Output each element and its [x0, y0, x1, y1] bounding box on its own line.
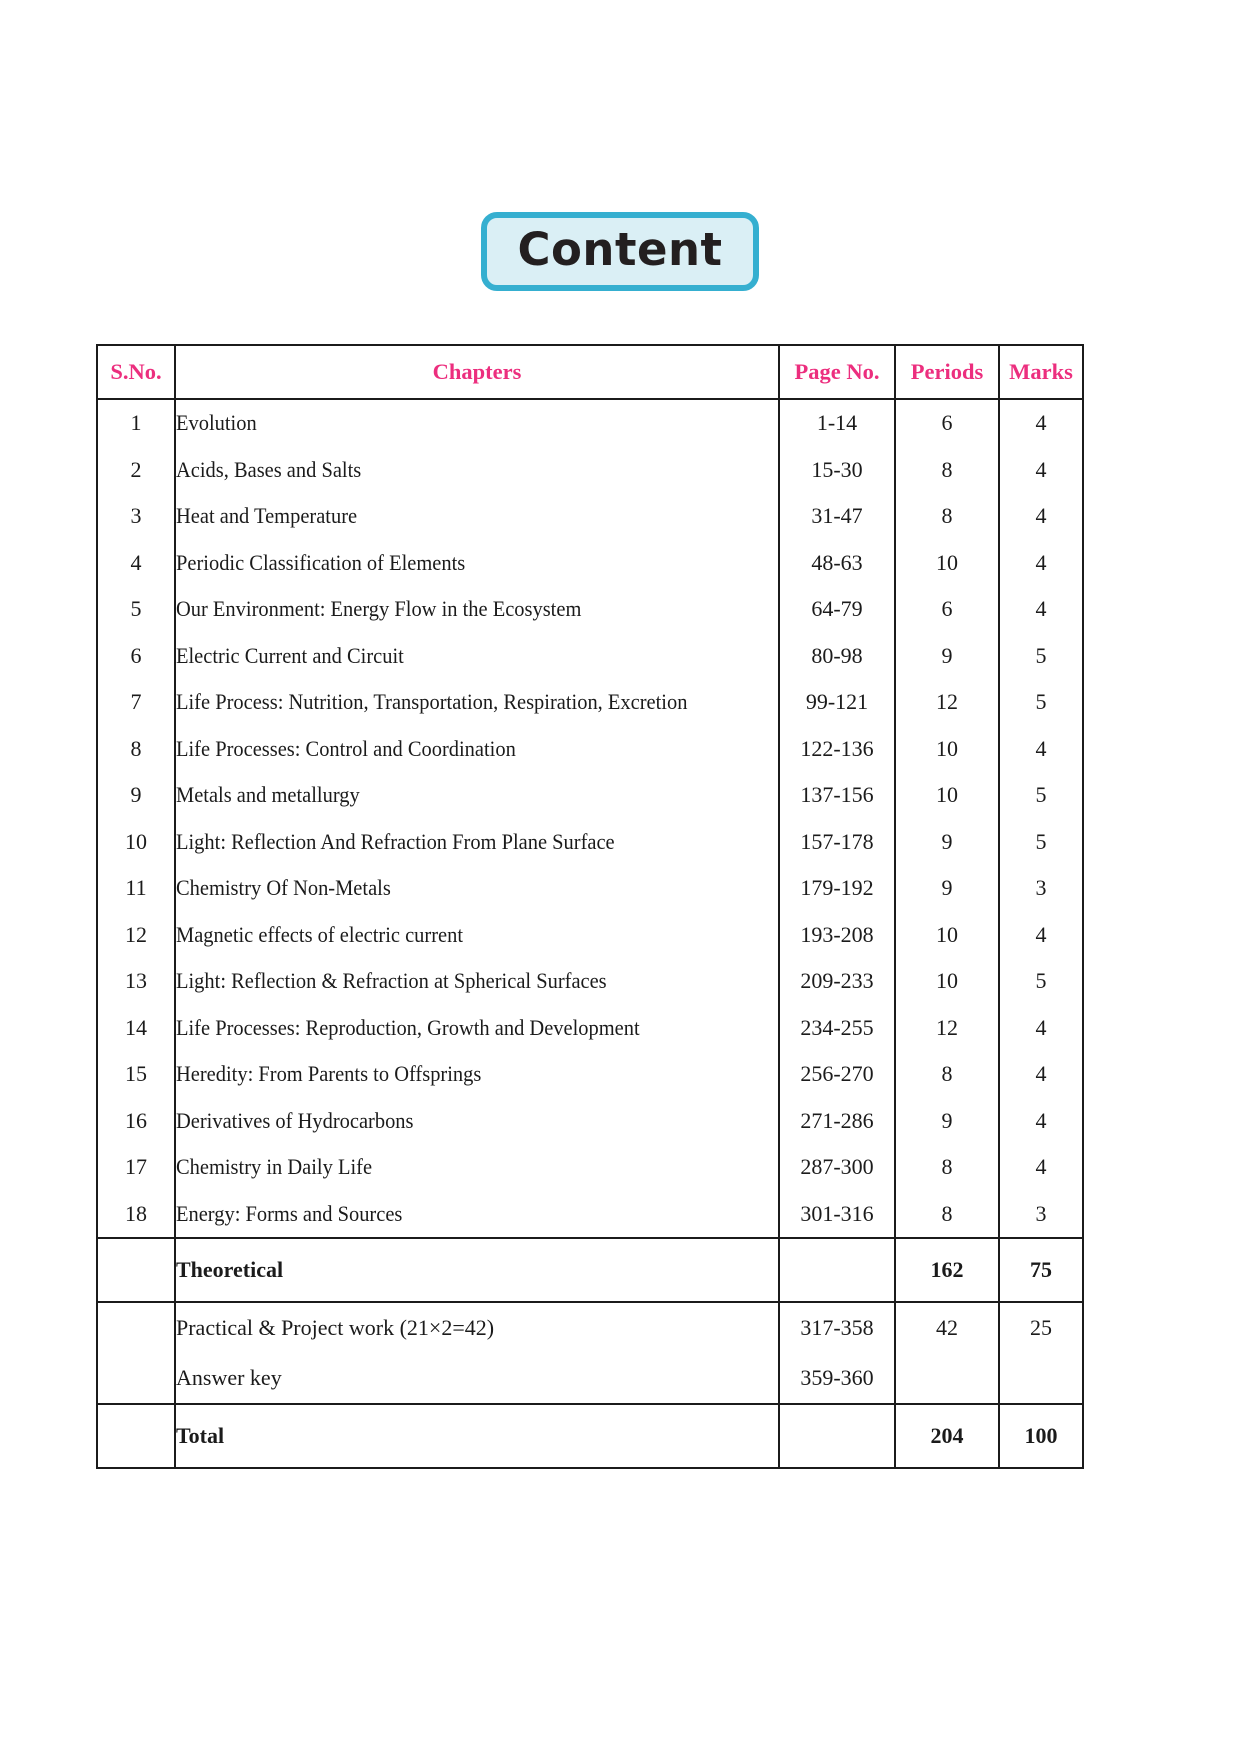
answer-key-periods — [895, 1353, 999, 1404]
row-chapter-title-text: Heredity: From Parents to Offsprings — [176, 1061, 482, 1087]
row-chapter-title-text: Evolution — [176, 410, 257, 436]
row-page-range: 209-233 — [779, 958, 895, 1005]
table-header — [97, 345, 1083, 399]
practical-sno — [97, 1302, 175, 1353]
table-row — [97, 865, 1083, 912]
row-serial-number: 15 — [97, 1051, 175, 1098]
row-chapter-title — [175, 447, 779, 494]
row-periods: 6 — [895, 399, 999, 447]
row-serial-number: 2 — [97, 447, 175, 494]
table-row — [97, 1191, 1083, 1239]
row-periods: 8 — [895, 493, 999, 540]
row-page-range: 179-192 — [779, 865, 895, 912]
row-page-range: 15-30 — [779, 447, 895, 494]
total-periods: 204 — [895, 1404, 999, 1468]
row-chapter-title — [175, 1144, 779, 1191]
row-chapter-title-text: Derivatives of Hydrocarbons — [176, 1107, 414, 1133]
row-chapter-title — [175, 679, 779, 726]
total-sno — [97, 1404, 175, 1468]
row-chapter-title — [175, 540, 779, 587]
row-periods: 10 — [895, 772, 999, 819]
row-marks: 3 — [999, 865, 1083, 912]
row-page-range: 157-178 — [779, 819, 895, 866]
total-label: Total — [175, 1404, 779, 1468]
table-row — [97, 399, 1083, 447]
row-serial-number: 18 — [97, 1191, 175, 1239]
row-periods: 12 — [895, 1005, 999, 1052]
row-serial-number: 12 — [97, 912, 175, 959]
row-marks: 5 — [999, 772, 1083, 819]
row-marks: 4 — [999, 447, 1083, 494]
table-row — [97, 958, 1083, 1005]
theoretical-page — [779, 1238, 895, 1302]
table-row — [97, 772, 1083, 819]
row-chapter-title-text: Chemistry in Daily Life — [176, 1154, 373, 1180]
table-row — [97, 1005, 1083, 1052]
row-marks: 4 — [999, 540, 1083, 587]
column-header-sno: S.No. — [97, 345, 175, 399]
row-chapter-title — [175, 586, 779, 633]
row-chapter-title — [175, 1051, 779, 1098]
practical-periods: 42 — [895, 1302, 999, 1353]
row-page-range: 64-79 — [779, 586, 895, 633]
row-serial-number: 5 — [97, 586, 175, 633]
row-page-range: 256-270 — [779, 1051, 895, 1098]
row-page-range: 122-136 — [779, 726, 895, 773]
theoretical-marks: 75 — [999, 1238, 1083, 1302]
practical-marks: 25 — [999, 1302, 1083, 1353]
row-marks: 5 — [999, 633, 1083, 680]
row-marks: 4 — [999, 1005, 1083, 1052]
row-serial-number: 8 — [97, 726, 175, 773]
row-marks: 4 — [999, 586, 1083, 633]
row-page-range: 31-47 — [779, 493, 895, 540]
row-marks: 4 — [999, 1051, 1083, 1098]
row-marks: 4 — [999, 726, 1083, 773]
row-chapter-title — [175, 633, 779, 680]
total-page — [779, 1404, 895, 1468]
row-periods: 10 — [895, 912, 999, 959]
table-row — [97, 1144, 1083, 1191]
row-chapter-title — [175, 819, 779, 866]
table-row-answer-key — [97, 1353, 1083, 1404]
row-chapter-title-text: Chemistry Of Non-Metals — [176, 875, 391, 901]
row-marks: 4 — [999, 493, 1083, 540]
row-periods: 10 — [895, 540, 999, 587]
row-chapter-title-text: Electric Current and Circuit — [176, 642, 404, 668]
table-row-practical — [97, 1302, 1083, 1353]
row-serial-number: 3 — [97, 493, 175, 540]
row-periods: 9 — [895, 1098, 999, 1145]
row-periods: 8 — [895, 1191, 999, 1239]
row-periods: 8 — [895, 1144, 999, 1191]
row-page-range: 301-316 — [779, 1191, 895, 1239]
table-row — [97, 1051, 1083, 1098]
practical-label: Practical & Project work (21×2=42) — [175, 1302, 779, 1353]
table-row — [97, 633, 1083, 680]
row-page-range: 193-208 — [779, 912, 895, 959]
table-header-row — [97, 345, 1083, 399]
row-chapter-title — [175, 958, 779, 1005]
table-row — [97, 819, 1083, 866]
table-row — [97, 540, 1083, 587]
table-row — [97, 912, 1083, 959]
row-marks: 4 — [999, 399, 1083, 447]
row-periods: 10 — [895, 958, 999, 1005]
row-periods: 8 — [895, 1051, 999, 1098]
row-marks: 4 — [999, 1098, 1083, 1145]
row-chapter-title-text: Light: Reflection & Refraction at Spherical Surfaces — [176, 968, 607, 994]
column-header-chapters: Chapters — [175, 345, 779, 399]
row-periods: 10 — [895, 726, 999, 773]
row-periods: 8 — [895, 447, 999, 494]
row-serial-number: 13 — [97, 958, 175, 1005]
row-serial-number: 16 — [97, 1098, 175, 1145]
row-serial-number: 14 — [97, 1005, 175, 1052]
table-row — [97, 447, 1083, 494]
total-marks: 100 — [999, 1404, 1083, 1468]
row-serial-number: 7 — [97, 679, 175, 726]
table-row — [97, 1098, 1083, 1145]
row-periods: 6 — [895, 586, 999, 633]
row-serial-number: 1 — [97, 399, 175, 447]
table-row-total — [97, 1404, 1083, 1468]
answer-key-marks — [999, 1353, 1083, 1404]
answer-key-label: Answer key — [175, 1353, 779, 1404]
row-marks: 4 — [999, 912, 1083, 959]
row-periods: 9 — [895, 819, 999, 866]
row-chapter-title — [175, 865, 779, 912]
page-title: Content — [517, 223, 723, 276]
row-chapter-title — [175, 1098, 779, 1145]
row-serial-number: 10 — [97, 819, 175, 866]
row-page-range: 80-98 — [779, 633, 895, 680]
theoretical-periods: 162 — [895, 1238, 999, 1302]
row-page-range: 234-255 — [779, 1005, 895, 1052]
row-marks: 5 — [999, 819, 1083, 866]
row-chapter-title-text: Life Processes: Control and Coordination — [176, 735, 516, 761]
content-title-badge — [481, 212, 758, 291]
column-header-page-no: Page No. — [779, 345, 895, 399]
table-row — [97, 726, 1083, 773]
row-marks: 3 — [999, 1191, 1083, 1239]
table-row — [97, 679, 1083, 726]
row-chapter-title-text: Metals and metallurgy — [176, 782, 360, 808]
row-chapter-title — [175, 1191, 779, 1239]
row-chapter-title-text: Magnetic effects of electric current — [176, 921, 464, 947]
contents-table — [96, 344, 1084, 1469]
row-chapter-title-text: Life Processes: Reproduction, Growth and Development — [176, 1014, 640, 1040]
row-chapter-title-text: Our Environment: Energy Flow in the Ecosystem — [176, 596, 582, 622]
row-chapter-title-text: Light: Reflection And Refraction From Plane Surface — [176, 828, 615, 854]
row-page-range: 99-121 — [779, 679, 895, 726]
practical-page: 317-358 — [779, 1302, 895, 1353]
row-page-range: 271-286 — [779, 1098, 895, 1145]
row-chapter-title-text: Acids, Bases and Salts — [176, 456, 362, 482]
row-chapter-title-text: Heat and Temperature — [176, 503, 358, 529]
row-chapter-title — [175, 399, 779, 447]
row-page-range: 137-156 — [779, 772, 895, 819]
row-periods: 9 — [895, 633, 999, 680]
theoretical-sno — [97, 1238, 175, 1302]
row-chapter-title-text: Life Process: Nutrition, Transportation, Respiration, Excretion — [176, 689, 688, 715]
row-chapter-title — [175, 772, 779, 819]
row-serial-number: 17 — [97, 1144, 175, 1191]
row-chapter-title — [175, 912, 779, 959]
table-row-theoretical — [97, 1238, 1083, 1302]
row-chapter-title — [175, 726, 779, 773]
row-marks: 5 — [999, 958, 1083, 1005]
row-marks: 5 — [999, 679, 1083, 726]
theoretical-label: Theoretical — [175, 1238, 779, 1302]
row-chapter-title — [175, 1005, 779, 1052]
answer-key-sno — [97, 1353, 175, 1404]
row-serial-number: 11 — [97, 865, 175, 912]
row-serial-number: 6 — [97, 633, 175, 680]
row-page-range: 1-14 — [779, 399, 895, 447]
row-periods: 12 — [895, 679, 999, 726]
row-chapter-title-text: Energy: Forms and Sources — [176, 1200, 403, 1226]
table-row — [97, 493, 1083, 540]
summary-rows — [97, 1238, 1083, 1468]
row-page-range: 287-300 — [779, 1144, 895, 1191]
row-periods: 9 — [895, 865, 999, 912]
page-header — [0, 0, 1240, 291]
column-header-periods: Periods — [895, 345, 999, 399]
row-chapter-title — [175, 493, 779, 540]
answer-key-page: 359-360 — [779, 1353, 895, 1404]
row-serial-number: 4 — [97, 540, 175, 587]
column-header-marks: Marks — [999, 345, 1083, 399]
table-of-contents — [96, 344, 1082, 1469]
row-marks: 4 — [999, 1144, 1083, 1191]
row-chapter-title-text: Periodic Classification of Elements — [176, 549, 466, 575]
row-page-range: 48-63 — [779, 540, 895, 587]
row-serial-number: 9 — [97, 772, 175, 819]
table-row — [97, 586, 1083, 633]
chapter-rows — [97, 399, 1083, 1238]
